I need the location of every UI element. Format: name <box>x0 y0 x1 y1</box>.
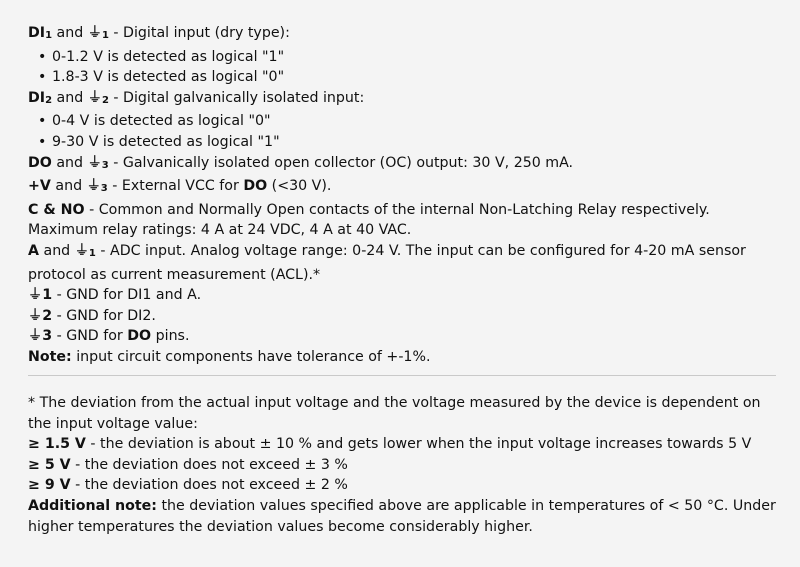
do-and: and <box>51 154 88 171</box>
di2-subscript: 2 <box>45 94 53 106</box>
gnd3-term: ⏚3 <box>28 328 53 345</box>
gnd2-term: ⏚2 <box>28 307 53 324</box>
bullet-icon: • <box>38 113 47 130</box>
di1-ground-subscript: 1 <box>101 30 109 41</box>
di2-line <box>28 88 780 112</box>
di1-and: and <box>52 25 88 41</box>
adc-term: A <box>28 242 39 259</box>
relay-description: - Common and Normally Open contacts of the internal Non-Latching Relay respectively. <box>84 201 710 218</box>
di2-and: and <box>52 89 88 106</box>
note-term: Note: <box>28 348 72 365</box>
di1-term: DI <box>28 25 46 41</box>
vcc-description-end: (<30 V). <box>267 178 332 195</box>
ground-icon: ⏚ <box>87 25 102 41</box>
gnd3-line <box>28 326 780 347</box>
vcc-and: and <box>50 178 87 195</box>
gnd3-description: - GND for <box>52 328 128 345</box>
bullet-icon: • <box>38 133 47 150</box>
adc-and: and <box>38 242 75 259</box>
divider <box>28 375 776 376</box>
list-item: • 9-30 V is detected as logical "1" <box>28 132 780 153</box>
di1-subscript: 1 <box>45 30 53 41</box>
deviation-threshold: ≥ 9 V <box>28 477 71 494</box>
list-item: • 0-4 V is detected as logical "0" <box>28 111 780 132</box>
di2-description: - Digital galvanically isolated input: <box>108 89 365 106</box>
gnd2-line <box>28 306 780 327</box>
deviation-description: - the deviation does not exceed ± 3 % <box>70 456 348 473</box>
vcc-ground-subscript: 3 <box>100 183 108 195</box>
gnd1-line <box>28 285 780 306</box>
deviation-item <box>28 455 780 476</box>
note-line <box>28 347 780 368</box>
deviation-description: - the deviation is about ± 10 % and gets lower when the input voltage increases towards 5 V <box>85 436 752 453</box>
vcc-description: - External VCC for <box>107 178 244 195</box>
deviation-item <box>28 434 780 455</box>
additional-note-term: Additional note: <box>28 497 157 514</box>
additional-note <box>28 496 780 537</box>
deviation-description: - the deviation does not exceed ± 2 % <box>70 477 348 494</box>
gnd2-description: - GND for DI2. <box>52 307 156 324</box>
relay-line <box>28 200 780 221</box>
note-description: input circuit components have tolerance of +-1%. <box>71 348 431 365</box>
gnd3-do-ref: DO <box>127 328 152 345</box>
do-term: DO <box>28 154 52 171</box>
ground-icon: ⏚ <box>87 154 102 171</box>
bullet-icon: • <box>38 48 47 65</box>
pin-descriptions <box>28 23 780 368</box>
relay-term: C & NO <box>28 201 85 218</box>
deviation-threshold: ≥ 1.5 V <box>28 436 86 453</box>
adc-description: - ADC input. Analog voltage range: 0-24 V. The input can be configured for 4-20 mA sensor protocol as current measurement (ACL).* <box>28 242 746 283</box>
di2-term: DI <box>28 89 46 106</box>
adc-line <box>28 241 780 285</box>
do-description: - Galvanically isolated open collector (OC) output: 30 V, 250 mA. <box>108 154 574 171</box>
vcc-term: +V <box>28 178 51 195</box>
vcc-do-ref: DO <box>243 178 268 195</box>
gnd3-description-end: pins. <box>151 328 190 345</box>
list-item: • 1.8-3 V is detected as logical "0" <box>28 67 780 88</box>
footnote-intro: * The deviation from the actual input voltage and the voltage measured by the device is dependent on the input voltage value: <box>28 395 761 432</box>
adc-ground-subscript: 1 <box>88 247 96 259</box>
ground-icon: ⏚ <box>87 89 102 106</box>
relay-ratings: Maximum relay ratings: 4 A at 24 VDC, 4 A at 40 VAC. <box>28 222 412 239</box>
deviation-footnote <box>28 393 780 537</box>
do-ground-subscript: 3 <box>101 159 109 171</box>
bullet-icon: • <box>38 69 47 86</box>
ground-icon: ⏚ <box>74 242 89 259</box>
di1-description: - Digital input (dry type): <box>108 25 290 41</box>
list-item: • 0-1.2 V is detected as logical "1" <box>28 47 780 68</box>
di2-ground-subscript: 2 <box>101 94 109 106</box>
gnd1-term: ⏚1 <box>28 287 53 304</box>
ground-icon: ⏚ <box>86 178 101 195</box>
di1-line <box>28 23 780 47</box>
do-line <box>28 153 780 177</box>
deviation-threshold: ≥ 5 V <box>28 456 71 473</box>
vcc-line <box>28 176 780 200</box>
deviation-item <box>28 475 780 496</box>
gnd1-description: - GND for DI1 and A. <box>52 287 202 304</box>
additional-note-description: the deviation values specified above are applicable in temperatures of < 50 °C. Under higher temperatures the deviation values become considerably higher. <box>28 497 776 535</box>
